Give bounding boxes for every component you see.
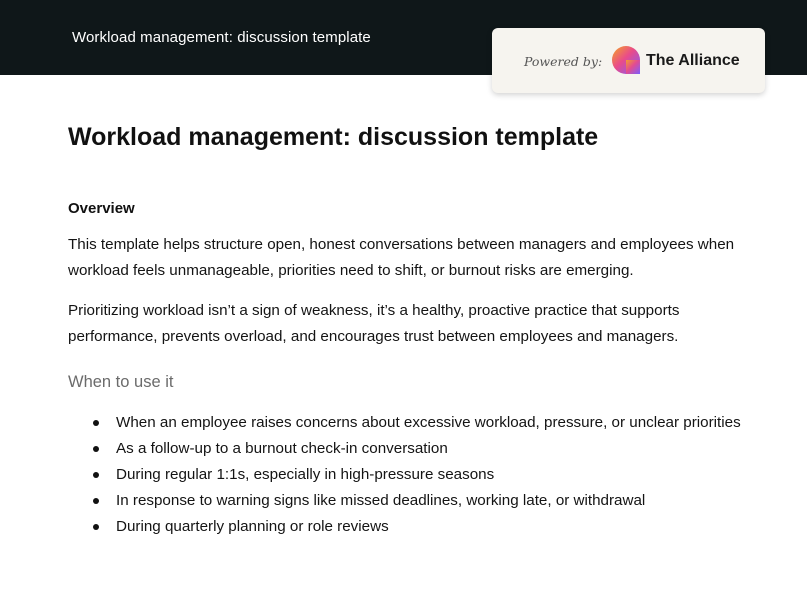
document-body: [68, 118, 758, 540]
list-item-text: During quarterly planning or role reviews: [116, 518, 389, 535]
overview-paragraph-2: Prioritizing workload isn’t a sign of weakness, it’s a healthy, proactive practice that supports performance, prevents overload, and encourages trust between employees and managers.: [68, 302, 680, 345]
list-item-text: As a follow-up to a burnout check-in conversation: [116, 440, 448, 457]
list-item: [68, 514, 758, 540]
list-item: [68, 488, 758, 514]
list-item-text: During regular 1:1s, especially in high-pressure seasons: [116, 466, 495, 483]
brand-name: The Alliance: [646, 52, 740, 69]
bullet-dot-icon: [93, 524, 99, 530]
brand-logo-icon: [611, 45, 641, 75]
bullet-dot-icon: [93, 472, 99, 478]
bullet-dot-icon: [93, 498, 99, 504]
bullet-dot-icon: [93, 446, 99, 452]
when-to-use-list: [68, 410, 758, 540]
top-header-bar: [0, 0, 807, 75]
list-item: [68, 436, 758, 462]
powered-by-label: Powered by:: [524, 54, 603, 69]
document-title: Workload management: discussion template: [68, 123, 599, 151]
bullet-dot-icon: [93, 420, 99, 426]
list-item: [68, 410, 758, 436]
list-item-text: In response to warning signs like missed deadlines, working late, or withdrawal: [116, 492, 646, 509]
powered-by-card[interactable]: [492, 28, 765, 93]
overview-paragraph-1: This template helps structure open, honest conversations between managers and employees when workload feels unmanageable, priorities need to shift, or burnout risks are emerging.: [68, 236, 735, 279]
when-to-use-heading: When to use it: [68, 373, 174, 391]
header-title: Workload management: discussion template: [72, 29, 371, 46]
list-item: [68, 462, 758, 488]
list-item-text: When an employee raises concerns about excessive workload, pressure, or unclear priorities: [116, 414, 741, 431]
overview-heading: Overview: [68, 200, 135, 217]
